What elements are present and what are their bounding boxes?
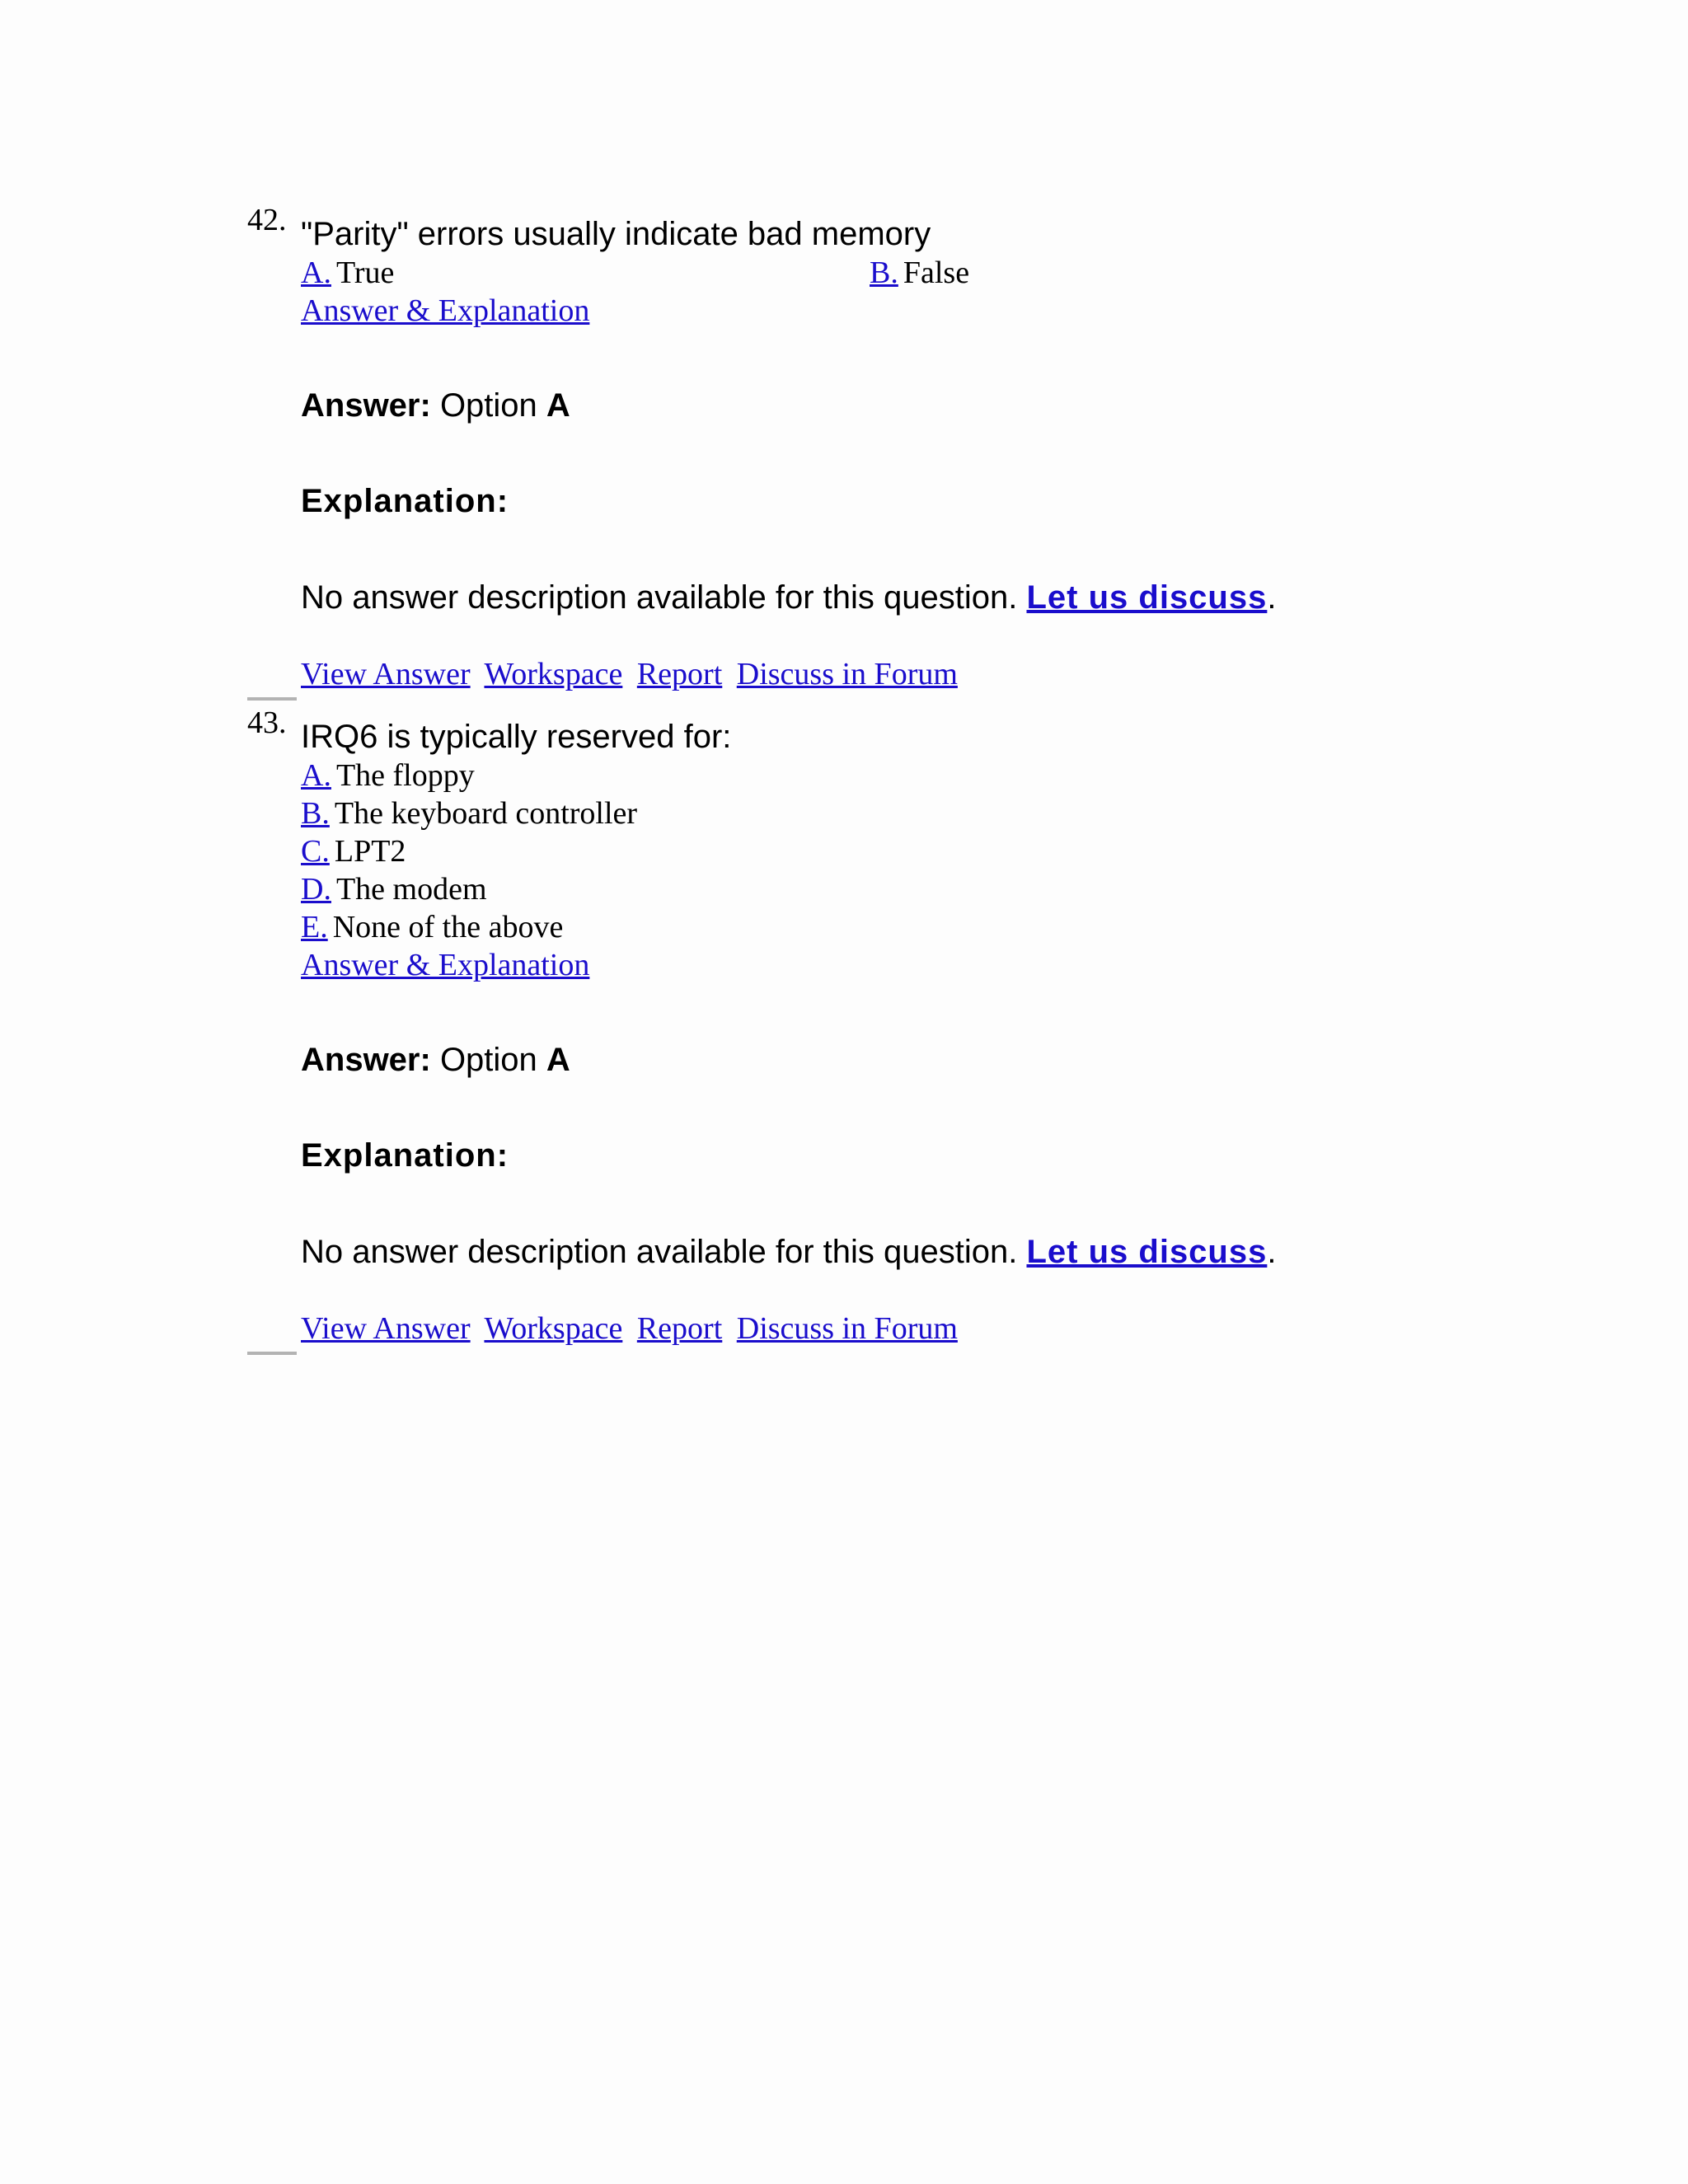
option-a [301,757,1455,794]
discuss-forum-link[interactable]: Discuss in Forum [736,1311,958,1346]
divider [247,697,297,701]
divider [247,1352,297,1355]
option-e-text: None of the above [332,910,564,944]
answer-option-letter: A [546,1042,570,1078]
answer-line [301,1040,1455,1080]
answer-option-word: Option [439,387,537,424]
option-e-link[interactable]: E. [301,910,328,944]
option-a-text: The floppy [335,758,475,793]
answer-option-word: Option [439,1042,537,1078]
view-answer-link[interactable]: View Answer [301,657,471,691]
explanation-end: . [1267,1234,1277,1270]
explanation-label: Explanation: [301,483,509,519]
question-footer [301,1310,1455,1347]
explanation-end: . [1267,579,1277,616]
question-body [301,214,1455,693]
discuss-link[interactable]: Let us discuss [1026,1234,1268,1270]
answer-label: Answer: [301,387,431,424]
discuss-forum-link[interactable]: Discuss in Forum [736,657,958,691]
option-b-link[interactable]: B. [301,796,330,831]
option-c-link[interactable]: C. [301,834,330,869]
question-text: IRQ6 is typically reserved for: [301,719,732,755]
option-a [301,254,394,292]
explanation-text [301,1231,1455,1272]
report-link[interactable]: Report [636,1311,723,1346]
answer-explanation-link[interactable]: Answer & Explanation [301,948,590,982]
question-body [301,717,1455,1347]
report-link[interactable]: Report [636,657,723,691]
answer-label: Answer: [301,1042,431,1078]
option-d [301,870,1455,908]
explanation-body: No answer description available for this question. [301,1234,1018,1270]
option-b [870,254,969,292]
option-b-text: False [903,255,970,290]
option-b-text: The keyboard controller [334,796,638,831]
view-answer-link[interactable]: View Answer [301,1311,471,1346]
explanation-text [301,577,1455,618]
question-number: 43. [247,705,287,740]
option-a-text: True [335,255,395,290]
question-text: "Parity" errors usually indicate bad memory [301,216,931,252]
option-a-link[interactable]: A. [301,758,331,793]
option-a-link[interactable]: A. [301,255,331,290]
explanation-label: Explanation: [301,1137,509,1174]
answer-option-letter: A [546,387,570,424]
discuss-link[interactable]: Let us discuss [1026,579,1268,616]
question-footer [301,655,1455,693]
answer-line [301,386,1455,425]
option-e [301,908,1455,946]
option-b [301,794,1455,832]
workspace-link[interactable]: Workspace [484,1311,623,1346]
option-d-link[interactable]: D. [301,872,331,907]
explanation-body: No answer description available for this question. [301,579,1018,616]
answer-explanation-link[interactable]: Answer & Explanation [301,293,590,328]
option-c-text: LPT2 [334,834,406,869]
option-d-text: The modem [335,872,487,907]
options-row [301,254,1455,292]
question-number: 42. [247,203,287,237]
option-c [301,832,1455,870]
option-b-link[interactable]: B. [870,255,898,290]
workspace-link[interactable]: Workspace [484,657,623,691]
